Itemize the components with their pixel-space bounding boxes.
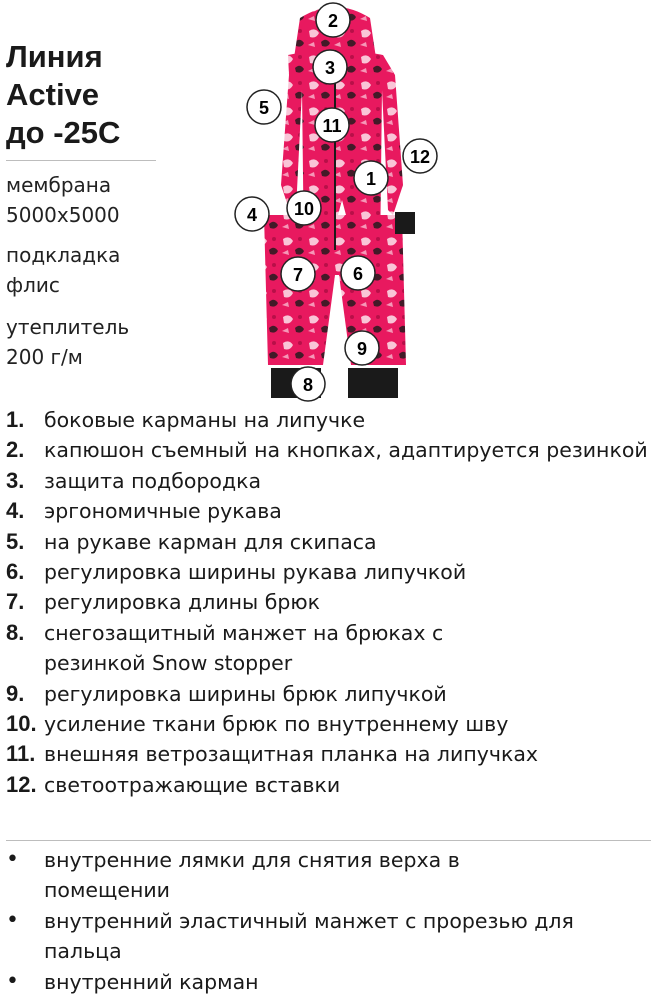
- title-line: Active: [6, 77, 100, 112]
- item-text: снегозащитный манжет на брюках с резинкой Snow stopper: [44, 620, 444, 676]
- item-number: 11.: [6, 741, 36, 767]
- list-item: [6, 466, 651, 496]
- item-number: 8.: [6, 619, 25, 645]
- list-item: [6, 967, 651, 997]
- callout-label: 1: [365, 169, 377, 189]
- callout-11: [315, 108, 349, 142]
- callout-label: 11: [322, 116, 342, 136]
- list-item: [6, 557, 651, 587]
- item-text: внешняя ветрозащитная планка на липучках: [44, 742, 539, 767]
- callout-label: 5: [258, 98, 270, 118]
- callout-label: 10: [293, 199, 315, 219]
- list-item: [6, 679, 651, 709]
- list-item: [6, 496, 651, 526]
- callout-3: [313, 50, 347, 84]
- spec-label: подкладка: [6, 243, 121, 267]
- list-divider: [6, 840, 651, 841]
- spec-label: утеплитель: [6, 315, 130, 339]
- item-text: светоотражающие вставки: [44, 772, 341, 797]
- item-text: внутренний карман: [44, 969, 259, 994]
- item-text: на рукаве карман для скипаса: [44, 529, 377, 554]
- item-number: 5.: [6, 528, 25, 554]
- list-item: [6, 618, 651, 679]
- item-number: 7.: [6, 589, 25, 615]
- callout-label: 3: [324, 58, 336, 78]
- product-line-title: [6, 38, 120, 152]
- item-text: внутренний эластичный манжет с прорезью для пальца: [44, 908, 574, 964]
- extras-list: [6, 845, 651, 997]
- bullet-mark: •: [6, 968, 19, 994]
- callout-label: 7: [292, 265, 304, 285]
- list-item: [6, 845, 651, 906]
- item-text: внутренние лямки для снятия верха в помещении: [44, 848, 460, 903]
- callout-5: [247, 90, 281, 124]
- item-number: 1.: [6, 407, 25, 432]
- item-text: усиление ткани брюк по внутреннему шву: [44, 712, 509, 737]
- spec-value: 5000x5000: [6, 203, 120, 227]
- item-number: 6.: [6, 559, 25, 585]
- list-item: [6, 709, 651, 739]
- title-divider: [6, 160, 156, 161]
- feature-list: [6, 405, 651, 800]
- item-text: боковые карманы на липучке: [44, 408, 366, 432]
- callout-label: 2: [327, 11, 339, 31]
- callout-7: [281, 257, 315, 291]
- list-item: [6, 906, 651, 967]
- callout-label: 9: [356, 339, 368, 359]
- list-item: [6, 770, 651, 800]
- spec-lining: [6, 240, 120, 300]
- bullet-mark: •: [6, 847, 19, 872]
- callout-label: 4: [246, 205, 258, 225]
- item-number: 9.: [6, 680, 25, 706]
- list-item: [6, 435, 651, 465]
- title-line: до -25С: [6, 115, 121, 150]
- jumpsuit-illustration: [228, 0, 443, 410]
- item-number: 4.: [6, 498, 25, 524]
- item-text: эргономичные рукава: [44, 499, 282, 524]
- callout-label: 6: [352, 264, 364, 284]
- spec-membrane: [6, 170, 120, 230]
- item-text: регулировка длины брюк: [44, 590, 321, 615]
- item-number: 2.: [6, 437, 25, 463]
- spec-value: 200 г/м: [6, 345, 83, 369]
- callout-12: [403, 139, 437, 173]
- item-number: 10.: [6, 711, 37, 737]
- list-item: [6, 739, 651, 769]
- item-number: 3.: [6, 467, 25, 493]
- list-item: [6, 405, 651, 435]
- callout-label: 8: [302, 375, 314, 395]
- item-text: регулировка ширины рукава липучкой: [44, 560, 467, 585]
- leg-cuff-right: [348, 368, 398, 398]
- callout-4: [235, 197, 269, 231]
- callout-2: [316, 3, 350, 37]
- callout-label: 12: [409, 147, 431, 167]
- callout-6: [341, 256, 375, 290]
- title-line: Линия: [6, 39, 103, 74]
- item-number: 12.: [6, 771, 37, 797]
- item-text: регулировка ширины брюк липучкой: [44, 681, 447, 706]
- sleeve-cuff-right: [395, 212, 415, 234]
- bullet-mark: •: [6, 907, 19, 933]
- spec-insulation: [6, 312, 129, 372]
- callout-9: [345, 331, 379, 365]
- spec-value: флис: [6, 273, 60, 297]
- list-item: [6, 527, 651, 557]
- callout-10: [287, 191, 321, 225]
- item-text: защита подбородка: [44, 468, 262, 493]
- list-item: [6, 587, 651, 617]
- callout-1: [354, 161, 388, 195]
- item-text: капюшон съемный на кнопках, адаптируется резинкой: [44, 438, 648, 463]
- spec-label: мембрана: [6, 173, 112, 197]
- callout-8: [291, 367, 325, 401]
